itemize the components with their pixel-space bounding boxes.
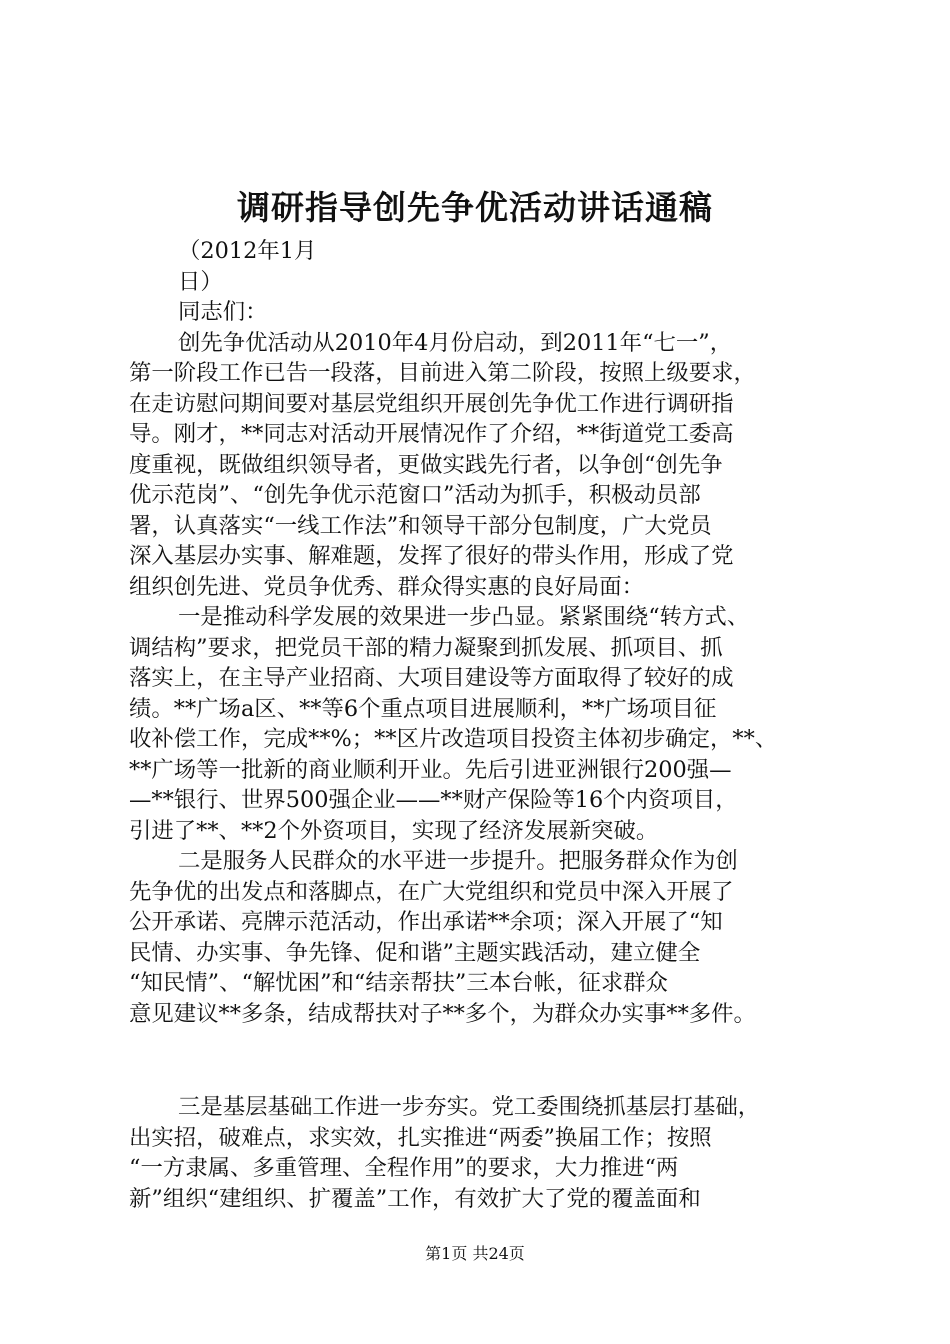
paragraph-line: 组织创先进、党员争优秀、群众得实惠的良好局面： bbox=[129, 573, 644, 600]
paragraph-line: 署，认真落实“一线工作法”和领导干部分包制度，广大党员 bbox=[129, 512, 712, 539]
paragraph-line: 引进了**、**2个外资项目，实现了经济发展新突破。 bbox=[129, 817, 659, 844]
paragraph-line: —**银行、世界500强企业——**财产保险等16个内资项目， bbox=[129, 787, 738, 813]
paragraph-line: “一方隶属、多重管理、全程作用”的要求，大力推进“两 bbox=[129, 1155, 679, 1181]
paragraph-line: 优示范岗”、“创先争优示范窗口”活动为抓手，积极动员部 bbox=[129, 482, 701, 508]
paragraph-line: 新”组织“建组织、扩覆盖”工作，有效扩大了党的覆盖面和 bbox=[129, 1185, 701, 1212]
paragraph-line: 三是基层基础工作进一步夯实。党工委围绕抓基层打基础， bbox=[178, 1094, 761, 1120]
paragraph-line: 度重视，既做组织领导者，更做实践先行者，以争创“创先争 bbox=[129, 451, 723, 478]
paragraph-line: 在走访慰问期间要对基层党组织开展创先争优工作进行调研指 bbox=[129, 390, 734, 417]
paragraph-line: “知民情”、“解忧困”和“结亲帮扶”三本台帐，征求群众 bbox=[129, 970, 668, 996]
paragraph-line: 先争优的出发点和落脚点，在广大党组织和党员中深入开展了 bbox=[129, 878, 734, 905]
paragraph-line: 导。刚才，**同志对活动开展情况作了介绍，**街道党工委高 bbox=[129, 421, 734, 447]
paragraph-line: 绩。**广场a区、**等6个重点项目进展顺利，**广场项目征 bbox=[129, 695, 717, 722]
paragraph-line: 意见建议**多条，结成帮扶对子**多个，为群众办实事**多件。 bbox=[129, 1000, 756, 1027]
paragraph-line: 出实招，破难点，求实效，扎实推进“两委”换届工作；按照 bbox=[129, 1124, 712, 1151]
paragraph-line: 第一阶段工作已告一段落，目前进入第二阶段，按照上级要求， bbox=[129, 360, 756, 386]
paragraph-line: 深入基层办实事、解难题，发挥了很好的带头作用，形成了党 bbox=[129, 543, 734, 569]
document-title: 调研指导创先争优活动讲话通稿 bbox=[237, 188, 713, 227]
salutation: 同志们： bbox=[178, 299, 268, 325]
paragraph-line: 公开承诺、亮牌示范活动，作出承诺**余项；深入开展了“知 bbox=[129, 909, 723, 935]
paragraph-line: 调结构”要求，把党员干部的精力凝聚到抓发展、抓项目、抓 bbox=[129, 634, 723, 661]
paragraph-line: **广场等一批新的商业顺利开业。先后引进亚洲银行200强— bbox=[129, 756, 732, 783]
document-body bbox=[129, 236, 841, 1214]
paragraph-gap bbox=[129, 1029, 841, 1092]
paragraph-line: 二是服务人民群众的水平进一步提升。把服务群众作为创 bbox=[178, 848, 738, 874]
page-footer: 第1页 共24页 bbox=[425, 1244, 525, 1263]
paragraph-line: 落实上，在主导产业招商、大项目建设等方面取得了较好的成 bbox=[129, 665, 734, 691]
paragraph-line: 收补偿工作，完成**%；**区片改造项目投资主体初步确定，**、 bbox=[129, 726, 778, 752]
paragraph-line: 创先争优活动从2010年4月份启动，到2011年“七一”， bbox=[178, 329, 733, 356]
paragraph-line: 一是推动科学发展的效果进一步凸显。紧紧围绕“转方式、 bbox=[178, 604, 750, 630]
date-line-2: 日） bbox=[178, 268, 223, 295]
date-line-1: （2012年1月 bbox=[178, 238, 317, 264]
paragraph-line: 民情、办实事、争先锋、促和谐”主题实践活动，建立健全 bbox=[129, 939, 701, 966]
